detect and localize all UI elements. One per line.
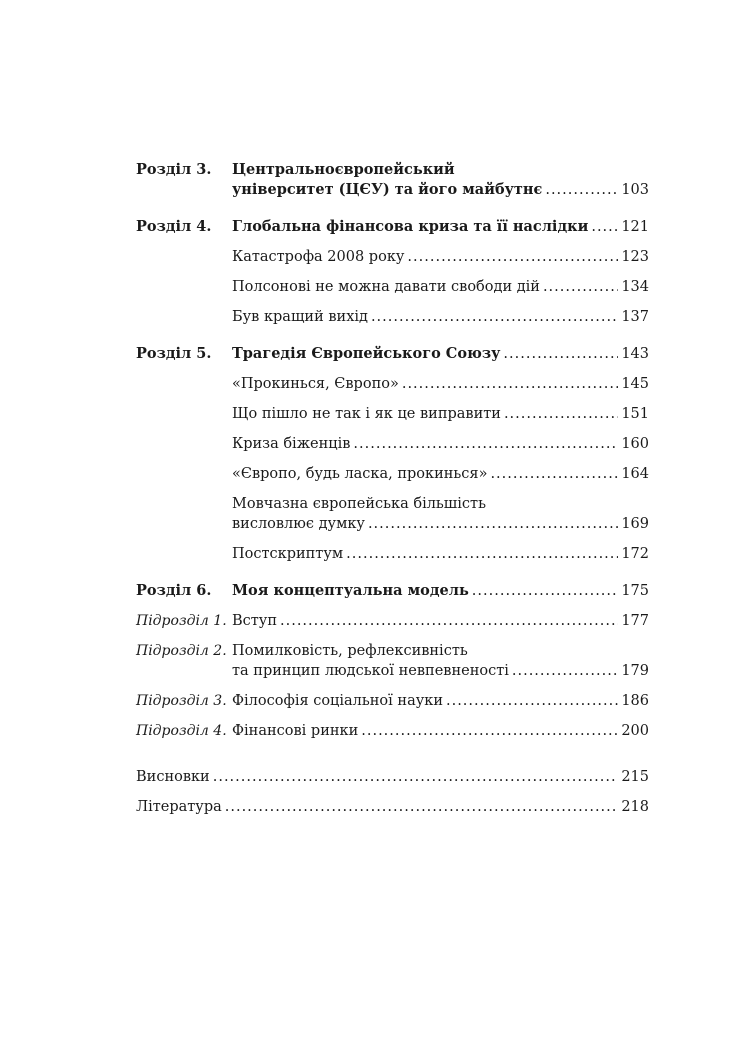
- page-number: 121: [621, 219, 649, 235]
- chapter-title-line-1: Центральноєвропейський: [232, 161, 455, 178]
- chapter-label: Розділ 4.: [136, 218, 212, 235]
- toc-entry-section[interactable]: [136, 434, 649, 454]
- page-number: 169: [621, 516, 649, 532]
- toc-entry-chapter-5[interactable]: [136, 344, 649, 364]
- toc-entry-subchapter-3[interactable]: [136, 691, 649, 711]
- literature-title: Література: [136, 799, 222, 815]
- dot-leader: [280, 611, 618, 631]
- page-number: 143: [621, 346, 649, 362]
- toc-entry-conclusions[interactable]: [136, 767, 649, 787]
- page-number: 160: [621, 436, 649, 452]
- page-number: 218: [621, 799, 649, 815]
- page-number: 179: [621, 663, 649, 679]
- toc-entry-section[interactable]: [136, 464, 649, 484]
- subchapter-label: Підрозділ 4.: [136, 723, 227, 739]
- toc-entry-chapter-6[interactable]: [136, 581, 649, 601]
- dot-leader: [504, 404, 618, 424]
- page-number: 186: [621, 693, 649, 709]
- dot-leader: [512, 661, 618, 681]
- table-of-contents: [136, 160, 649, 817]
- toc-entry-section[interactable]: [136, 247, 649, 267]
- section-title-line-1: Мовчазна європейська більшість: [232, 496, 486, 512]
- subchapter-label: Підрозділ 3.: [136, 693, 227, 709]
- dot-leader: [503, 344, 618, 364]
- page-number: 123: [621, 249, 649, 265]
- section-title: Криза біженців: [232, 436, 351, 452]
- page-number: 215: [621, 769, 649, 785]
- page-number: 164: [621, 466, 649, 482]
- dot-leader: [368, 514, 618, 534]
- dot-leader: [402, 374, 618, 394]
- toc-entry-chapter-4[interactable]: [136, 217, 649, 237]
- dot-leader: [545, 180, 618, 200]
- chapter-title-line-2: університет (ЦЄУ) та його майбутнє: [232, 181, 543, 198]
- subchapter-title: Філософія соціальної науки: [232, 693, 443, 709]
- subchapter-title: Фінансові ринки: [232, 723, 359, 739]
- conclusions-title: Висновки: [136, 769, 210, 785]
- toc-entry-section[interactable]: [136, 307, 649, 327]
- chapter-title: Глобальна фінансова криза та її наслідки: [232, 218, 589, 235]
- page-number: 172: [621, 546, 649, 562]
- toc-entry-section[interactable]: [136, 544, 649, 564]
- dot-leader: [407, 247, 618, 267]
- toc-entry-subchapter-1[interactable]: [136, 611, 649, 631]
- chapter-label: Розділ 6.: [136, 582, 212, 599]
- dot-leader: [213, 767, 619, 787]
- section-title: Полсонові не можна давати свободи дій: [232, 279, 540, 295]
- chapter-title: Трагедія Європейського Союзу: [232, 345, 501, 362]
- toc-entry-subchapter-2[interactable]: [136, 641, 649, 681]
- toc-entry-section[interactable]: [136, 374, 649, 394]
- toc-entry-subchapter-4[interactable]: [136, 721, 649, 741]
- dot-leader: [591, 217, 618, 237]
- chapter-label: Розділ 3.: [136, 161, 212, 178]
- page-number: 134: [621, 279, 649, 295]
- dot-leader: [472, 581, 619, 601]
- page-number: 137: [621, 309, 649, 325]
- section-title-line-2: висловлює думку: [232, 516, 365, 532]
- dot-leader: [346, 544, 618, 564]
- subchapter-title: Вступ: [232, 613, 277, 629]
- dot-leader: [225, 797, 619, 817]
- toc-entry-section[interactable]: [136, 494, 649, 534]
- page-number: 103: [621, 182, 649, 198]
- subchapter-title-line-1: Помилковість, рефлексивність: [232, 643, 468, 659]
- section-title: Постскриптум: [232, 546, 344, 562]
- dot-leader: [353, 434, 618, 454]
- chapter-label: Розділ 5.: [136, 345, 212, 362]
- page-number: 175: [621, 583, 649, 599]
- page-number: 177: [621, 613, 649, 629]
- subchapter-label: Підрозділ 1.: [136, 613, 227, 629]
- section-title: Що пішло не так і як це виправити: [232, 406, 501, 422]
- toc-entry-section[interactable]: [136, 277, 649, 297]
- dot-leader: [490, 464, 618, 484]
- toc-entry-chapter-3[interactable]: [136, 160, 649, 200]
- chapter-title: Моя концептуальна модель: [232, 582, 469, 599]
- dot-leader: [361, 721, 618, 741]
- subchapter-title-line-2: та принцип людської невпевненості: [232, 663, 509, 679]
- page-number: 151: [621, 406, 649, 422]
- page-number: 200: [621, 723, 649, 739]
- subchapter-label: Підрозділ 2.: [136, 643, 227, 659]
- toc-entry-literature[interactable]: [136, 797, 649, 817]
- section-title: «Прокинься, Європо»: [232, 376, 399, 392]
- section-title: Був кращий вихід: [232, 309, 368, 325]
- toc-entry-section[interactable]: [136, 404, 649, 424]
- section-title: Катастрофа 2008 року: [232, 249, 405, 265]
- page-number: 145: [621, 376, 649, 392]
- dot-leader: [446, 691, 618, 711]
- section-title: «Європо, будь ласка, прокинься»: [232, 466, 488, 482]
- dot-leader: [371, 307, 618, 327]
- dot-leader: [543, 277, 618, 297]
